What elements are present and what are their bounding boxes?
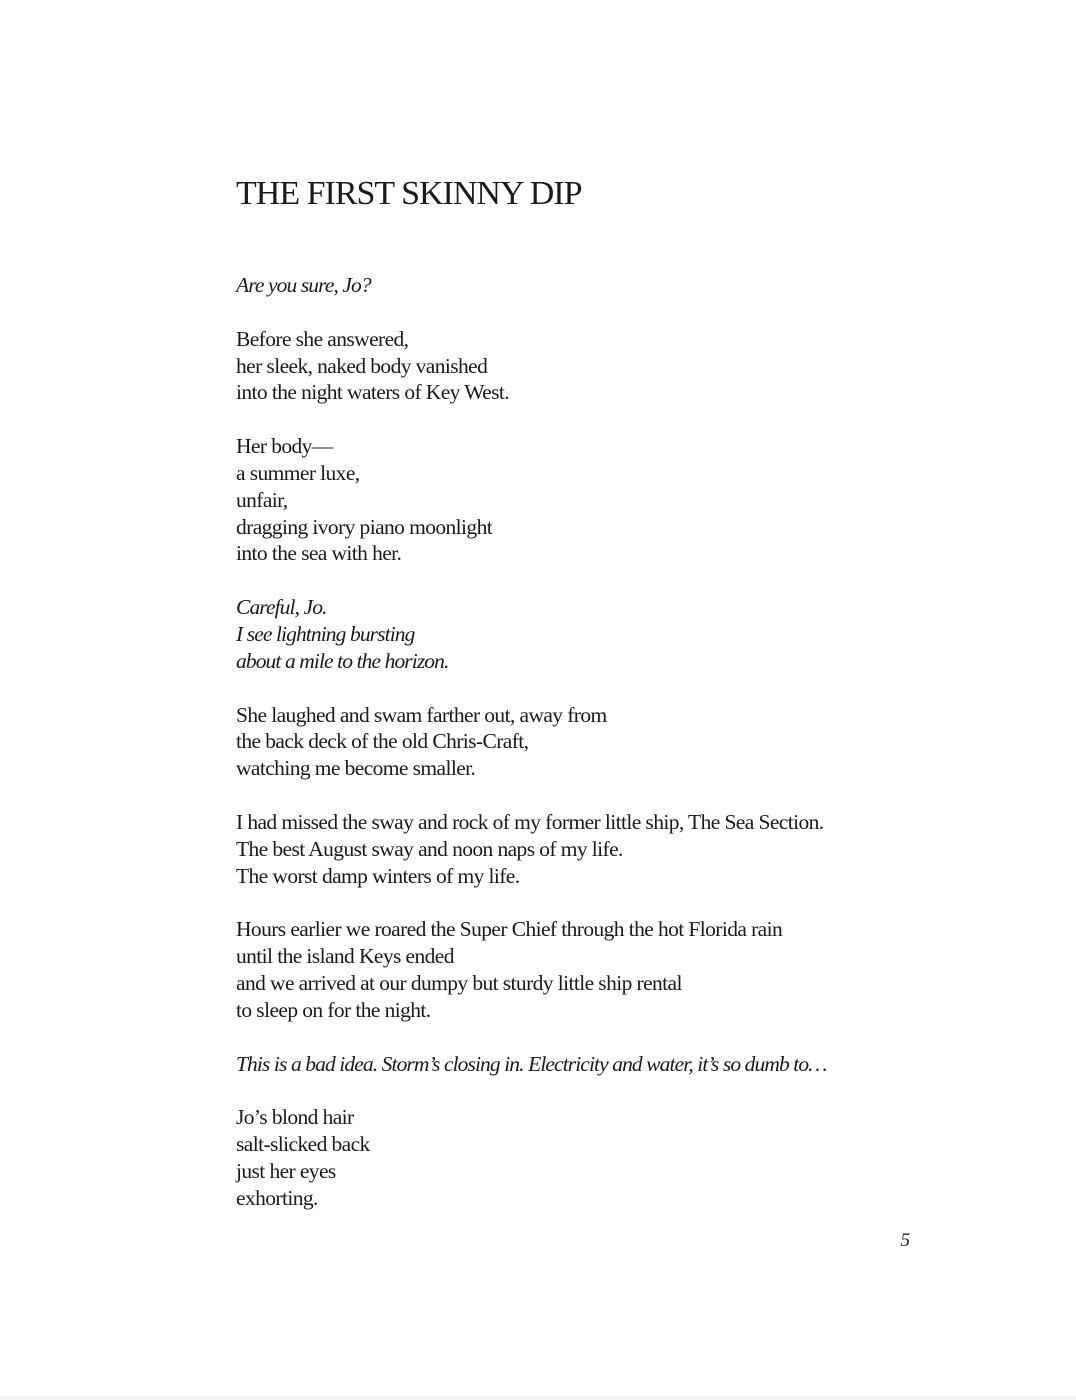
poem-line: watching me become smaller. [236,756,476,781]
page-bottom-edge [0,1396,1076,1400]
poem-line: I see lightning bursting [236,621,415,646]
poem-line: The worst damp winters of my life. [236,863,520,888]
poem-line: dragging ivory piano moonlight [236,514,493,539]
poem-line: a summer luxe, [236,460,360,485]
poem-line: Hours earlier we roared the Super Chief through the hot Florida rain [236,917,783,942]
stanza [236,433,896,567]
stanza [236,916,896,1023]
stanza [236,594,896,674]
poem-line: and we arrived at our dumpy but sturdy little ship rental [236,970,682,995]
stanza [236,1051,896,1078]
poem-title: THE FIRST SKINNY DIP [236,175,582,212]
poem-body [236,272,896,1239]
poem-line: I had missed the sway and rock of my former little ship, The Sea Section. [236,809,824,834]
stanza [236,809,896,889]
page-number: 5 [900,1230,910,1251]
poem-line: about a mile to the horizon. [236,648,449,673]
poem-line: her sleek, naked body vanished [236,353,488,378]
stanza [236,1104,896,1211]
poem-line: Before she answered, [236,326,409,351]
poem-line: The best August sway and noon naps of my life. [236,836,623,861]
stanza [236,702,896,782]
poem-line: unfair, [236,487,288,512]
poem-line: Careful, Jo. [236,595,327,620]
poem-line: into the sea with her. [236,541,402,566]
stanza [236,272,896,299]
stanza [236,326,896,406]
poem-line: just her eyes [236,1158,336,1183]
poem-line: exhorting. [236,1185,318,1210]
poem-line: into the night waters of Key West. [236,380,510,405]
poem-line: She laughed and swam farther out, away from [236,702,607,727]
poem-line: the back deck of the old Chris-Craft, [236,729,529,754]
poem-line: Jo’s blond hair [236,1105,354,1130]
poem-line: salt-slicked back [236,1132,370,1157]
poem-line: to sleep on for the night. [236,997,431,1022]
poem-line: until the island Keys ended [236,944,454,969]
poem-line: Her body— [236,434,333,459]
poem-line: Are you sure, Jo? [236,273,371,297]
poem-line: This is a bad idea. Storm’s closing in. Electricity and water, it’s so dumb to… [236,1051,827,1076]
